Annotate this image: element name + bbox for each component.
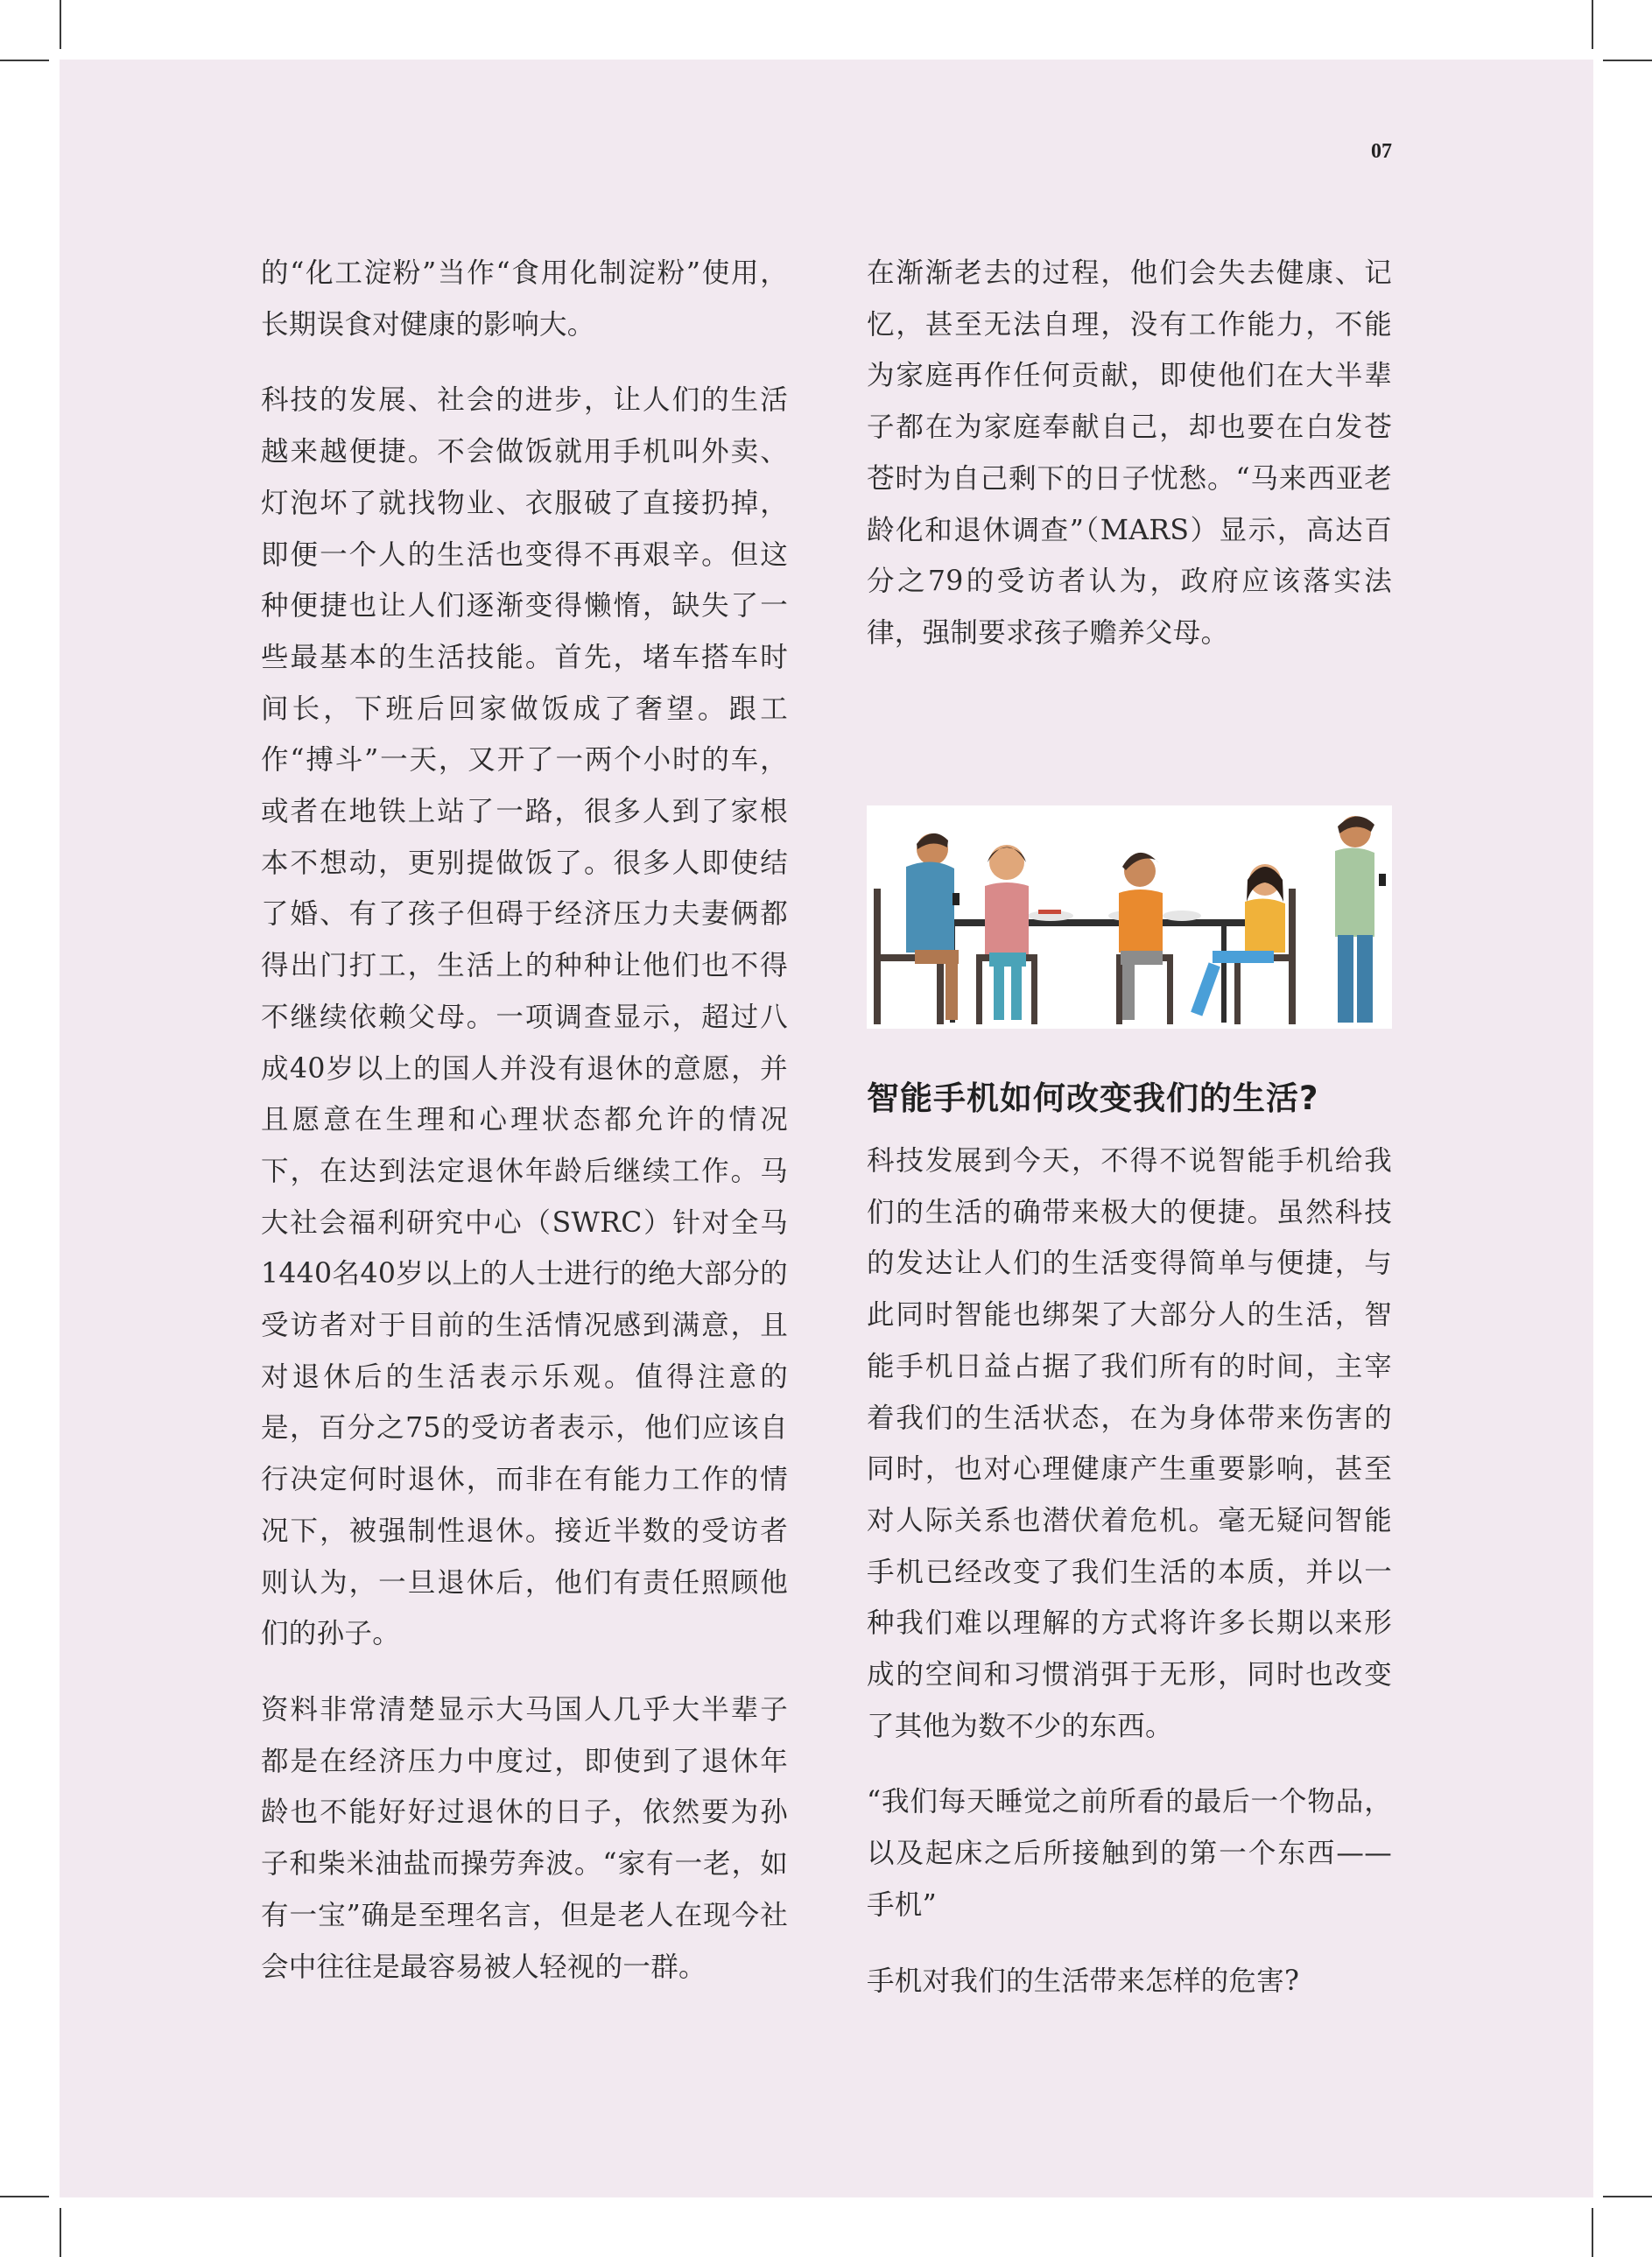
quote-paragraph: “我们每天睡觉之前所看的最后一个物品，以及起床之后所接触到的第一个东西——手机”: [867, 1786, 1392, 1921]
food: [1038, 910, 1061, 914]
crop-mark-bottom-right-v: [1592, 2208, 1593, 2257]
crop-mark-bottom-right-h: [1603, 2196, 1652, 2197]
crop-mark-top-right-v: [1592, 0, 1593, 49]
dish: [1163, 911, 1201, 921]
person-boy: [1119, 853, 1163, 1020]
crop-mark-top-left-v: [60, 0, 61, 49]
crop-mark-bottom-left-h: [0, 2196, 49, 2197]
left-column: [261, 248, 788, 2017]
page-number: 07: [1371, 140, 1392, 163]
right-column-section: [867, 1136, 1392, 2031]
table-top: [926, 919, 1250, 926]
person-woman: [985, 845, 1029, 1020]
crop-mark-top-left-h: [0, 60, 49, 61]
paragraph: 科技发展到今天，不得不说智能手机给我们的生活的确带来极大的便捷。虽然科技的发达让人们的生活变得简单与便捷，与此同时智能也绑架了大部分人的生活，智能手机日益占据了我们所有的时间，主宰着我们的生活状态，在为身体带来伤害的同时，也对心理健康产生重要影响，甚至对人际关系也潜伏着危机。毫无疑问智能手机已经改变了我们生活的本质，并以一种我们难以理解的方式将许多长期以来形成的空间和习惯消弭于无形，同时也改变了其他为数不少的东西。: [867, 1145, 1392, 1742]
table-leg: [1221, 926, 1227, 1023]
paragraph: 手机对我们的生活带来怎样的危害?: [867, 1965, 1300, 1997]
person-standing: [1335, 816, 1386, 1023]
crop-mark-bottom-left-v: [60, 2208, 61, 2257]
section-heading: 智能手机如何改变我们的生活?: [867, 1079, 1319, 1117]
paragraph: 资料非常清楚显示大马国人几乎大半辈子都是在经济压力中度过，即使到了退休年龄也不能好好过退休的日子，依然要为孙子和柴米油盐而操劳奔波。“家有一老，如有一宝”确是至理名言，但是老人在现今社会中往往是最容易被人轻视的一群。: [261, 1693, 788, 1983]
person-man: [906, 833, 960, 1020]
illustration-svg: [867, 805, 1392, 1029]
paragraph: 科技的发展、社会的进步，让人们的生活越来越便捷。不会做饭就用手机叫外卖、灯泡坏了就找物业、衣服破了直接扔掉，即便一个人的生活也变得不再艰辛。但这种便捷也让人们逐渐变得懒惰，缺失了一些最基本的生活技能。首先，堵车搭车时间长，下班后回家做饭成了奢望。跟工作“搏斗”一天，又开了一两个小时的车，或者在地铁上站了一路，很多人到了家根本不想动，更别提做饭了。很多人即使结了婚、有了孩子但碍于经济压力夫妻俩都得出门打工，生活上的种种让他们也不得不继续依赖父母。一项调查显示，超过八成40岁以上的国人并没有退休的意愿，并且愿意在生理和心理状态都允许的情况下，在达到法定退休年龄后继续工作。马大社会福利研究中心（SWRC）针对全马1440名40岁以上的人士进行的绝大部分的受访者对于目前的生活情况感到满意，且对退休后的生活表示乐观。值得注意的是，百分之75的受访者表示，他们应该自行决定何时退休，而非在有能力工作的情况下，被强制性退休。接近半数的受访者则认为，一旦退休后，他们有责任照顾他们的孙子。: [261, 384, 788, 1650]
paragraph: 在渐渐老去的过程，他们会失去健康、记忆，甚至无法自理，没有工作能力，不能为家庭再作任何贡献，即使他们在大半辈子都在为家庭奉献自己，却也要在白发苍苍时为自己剩下的日子忧愁。“马来西亚老龄化和退休调查”（MARS）显示，高达百分之79的受访者认为，政府应该落实法律，强制要求孩子赡养父母。: [867, 257, 1392, 649]
family-phones-illustration: [867, 805, 1392, 1029]
paragraph: 的“化工淀粉”当作“食用化制淀粉”使用，长期误食对健康的影响大。: [261, 257, 788, 341]
crop-mark-top-right-h: [1603, 60, 1652, 61]
right-column: [867, 248, 1392, 684]
